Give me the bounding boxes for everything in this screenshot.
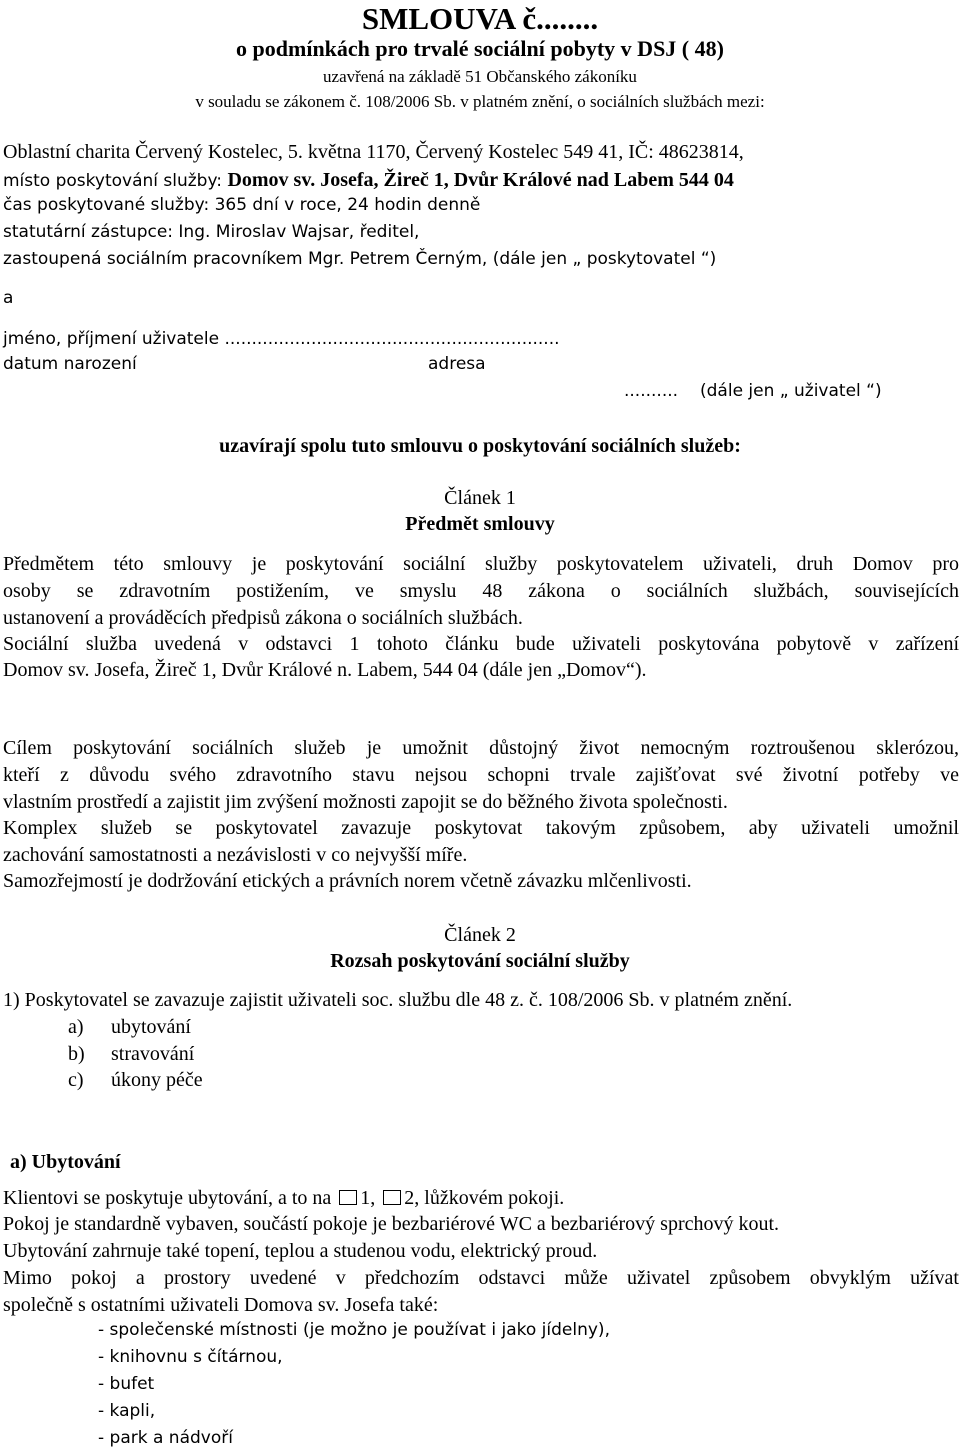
provider-line-1: Oblastní charita Červený Kostelec, 5. května 1170, Červený Kostelec 549 41, IČ: 48623814, [3, 141, 744, 163]
conclude-heading: uzavírají spolu tuto smlouvu o poskytování sociálních služeb: [219, 435, 741, 457]
legal-basis-line-2: v souladu se zákonem č. 108/2006 Sb. v platném znění, o sociálních službách mezi: [195, 92, 765, 111]
provider-place-value: Domov sv. Josefa, Žireč 1, Dvůr Králové nad Labem 544 04 [227, 169, 734, 191]
document-title: SMLOUVA č........ [361, 1, 599, 36]
legal-basis-line-1: uzavřená na základě 51 Občanského zákoníku [323, 67, 637, 86]
user-birth-label: datum narození [3, 354, 137, 374]
article-1-p4-line-2: zachování samostatnosti a nezávislosti v co nejvyšší míře. [3, 844, 468, 866]
scope-item-a-text: ubytování [111, 1016, 191, 1038]
single-room-label: 1, [360, 1187, 376, 1209]
facility-list-item: - kapli, [98, 1401, 156, 1421]
scope-item-b-text: stravování [111, 1043, 195, 1065]
facility-list-item: - společenské místnosti (je možno je používat i jako jídelny), [98, 1320, 610, 1340]
user-name-line: jméno, příjmení uživatele .............................................................. [3, 329, 560, 349]
provider-time-line: čas poskytované služby: 365 dní v roce, 24 hodin denně [3, 195, 481, 215]
article-1-number: Článek 1 [444, 487, 516, 509]
facility-list-item: - knihovnu s čítárnou, [98, 1347, 283, 1367]
article-1-p2-line-1: Sociální služba uvedená v odstavci 1 tohoto článku bude uživateli poskytována pobytově v zařízení [3, 633, 959, 655]
user-dotted-line: .......... [624, 381, 679, 401]
facility-list-item: - park a nádvoří [98, 1428, 233, 1448]
accommodation-room-text: Klientovi se poskytuje ubytování, a to na [3, 1187, 332, 1209]
scope-item-c-text: úkony péče [111, 1069, 203, 1091]
accommodation-room-line [3, 1188, 564, 1208]
and-word: a [3, 288, 14, 308]
provider-place-line [3, 170, 734, 190]
accommodation-line-4: Mimo pokoj a prostory uvedené v předchozím odstavci může uživatel způsobem obvyklým užívat [3, 1267, 959, 1289]
accommodation-room-suffix: lůžkovém pokoji. [424, 1187, 565, 1209]
article-1-title: Předmět smlouvy [405, 513, 555, 535]
scope-item-c-marker: c) [68, 1069, 84, 1091]
double-room-label: 2, [404, 1187, 420, 1209]
user-address-label: adresa [428, 354, 486, 374]
provider-representative-line: statutární zástupce: Ing. Miroslav Wajsar, ředitel, [3, 222, 420, 242]
accommodation-line-2: Pokoj je standardně vybaven, součástí pokoje je bezbariérové WC a bezbariérový sprchový kout. [3, 1213, 780, 1235]
accommodation-line-5: společně s ostatními uživateli Domova sv. Josefa také: [3, 1294, 439, 1316]
article-1-p3-line-3: vlastním prostředí a zajistit jim zvýšení možnosti zapojit se do běžného života společnosti. [3, 791, 728, 813]
article-1-p3-line-2: kteří z důvodu svého zdravotního stavu nejsou schopni trvale zajišťovat své životní potřeby ve [3, 764, 959, 786]
user-designation: (dále jen „ uživatel “) [700, 381, 882, 401]
accommodation-line-3: Ubytování zahrnuje také topení, teplou a studenou vodu, elektrický proud. [3, 1240, 598, 1262]
document-subtitle: o podmínkách pro trvalé sociální pobyty v DSJ ( 48) [236, 36, 724, 61]
article-1-p5: Samozřejmostí je dodržování etických a právních norem včetně závazku mlčenlivosti. [3, 870, 692, 892]
article-1-p1-line-3: ustanovení a prováděcích předpisů zákona o sociálních službách. [3, 607, 523, 629]
accommodation-heading: a) Ubytování [10, 1151, 121, 1173]
provider-social-worker-line: zastoupená sociálním pracovníkem Mgr. Petrem Černým, (dále jen „ poskytovatel “) [3, 249, 717, 269]
article-1-p2-line-2: Domov sv. Josefa, Žireč 1, Dvůr Králové n. Labem, 544 04 (dále jen „Domov“). [3, 659, 647, 681]
scope-item-a-marker: a) [68, 1016, 84, 1038]
provider-place-label: místo poskytování služby: [3, 171, 228, 191]
article-1-p3-line-1: Cílem poskytování sociálních služeb je umožnit důstojný život nemocným roztroušenou sklerózou, [3, 737, 959, 759]
article-2-title: Rozsah poskytování sociální služby [330, 950, 630, 972]
double-room-checkbox[interactable] [383, 1190, 401, 1205]
article-1-p1-line-1: Předmětem této smlouvy je poskytování sociální služby poskytovatelem uživateli, druh Domov pro [3, 553, 959, 575]
facility-list-item: - bufet [98, 1374, 155, 1394]
article-1-p4-line-1: Komplex služeb se poskytovatel zavazuje poskytovat takovým způsobem, aby uživateli umožnil [3, 817, 959, 839]
single-room-checkbox[interactable] [339, 1190, 357, 1205]
article-1-p1-line-2: osoby se zdravotním postižením, ve smyslu 48 zákona o sociálních službách, souvisejících [3, 580, 959, 602]
article-2-number: Článek 2 [444, 924, 516, 946]
article-2-intro: 1) Poskytovatel se zavazuje zajistit uživateli soc. službu dle 48 z. č. 108/2006 Sb. v platném znění. [3, 989, 793, 1011]
scope-item-b-marker: b) [68, 1043, 85, 1065]
